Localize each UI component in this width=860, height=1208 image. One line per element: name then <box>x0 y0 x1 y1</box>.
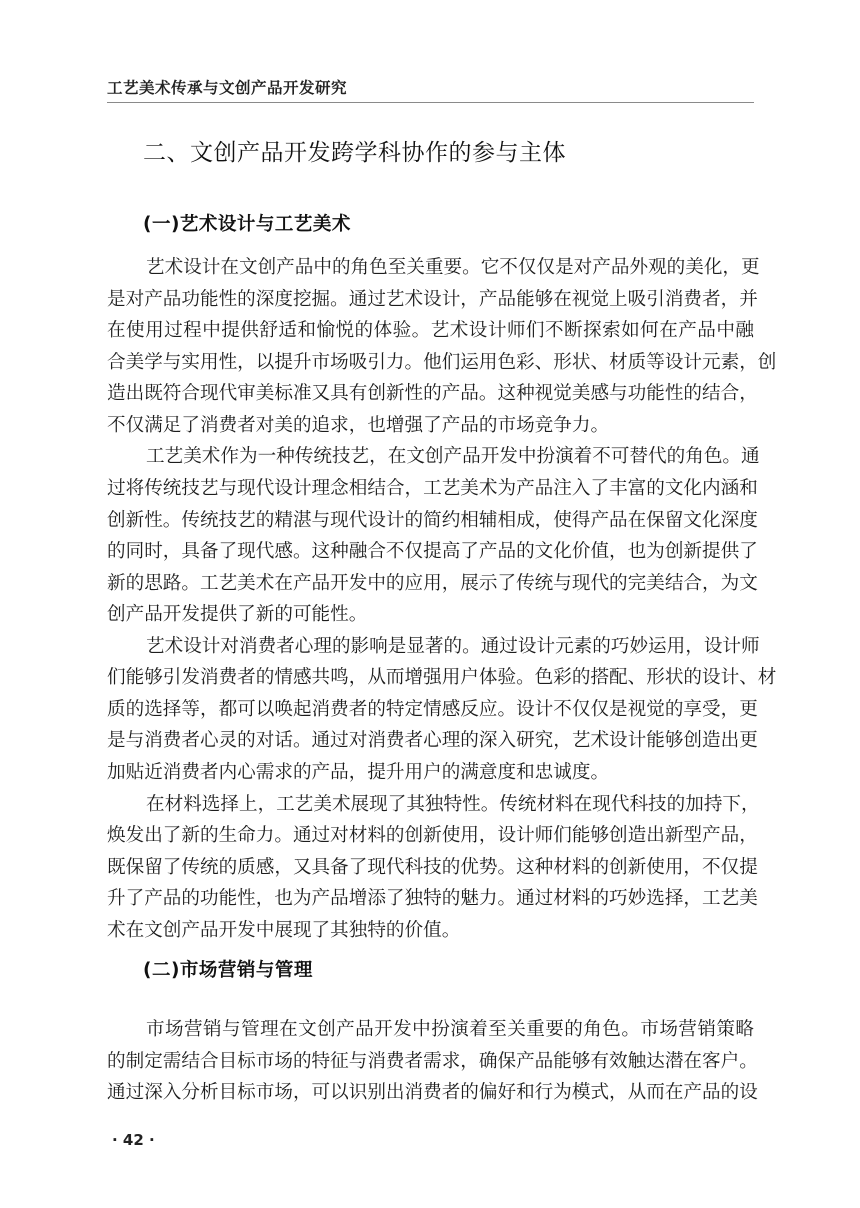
subsection-body <box>107 1014 758 1109</box>
paragraph-line: 艺术设计对消费者心理的影响是显著的。通过设计元素的巧妙运用，设计师 <box>146 635 760 657</box>
paragraph-line: 升了产品的功能性，也为产品增添了独特的魅力。通过材料的巧妙选择，工艺美 <box>107 888 758 910</box>
paragraph-line: 创新性。传统技艺的精湛与现代设计的简约相辅相成，使得产品在保留文化深度 <box>107 509 758 531</box>
paragraph-line: 市场营销与管理在文创产品开发中扮演着至关重要的角色。市场营销策略 <box>146 1019 754 1040</box>
paragraph-line: 的制定需结合目标市场的特征与消费者需求，确保产品能够有效触达潜在客户。 <box>107 1050 758 1072</box>
paragraph-line: 既保留了传统的质感，又具备了现代科技的优势。这种材料的创新使用，不仅提 <box>107 856 758 878</box>
subsection-body <box>107 252 777 946</box>
paragraph-line: 是与消费者心灵的对话。通过对消费者心理的深入研究，艺术设计能够创造出更 <box>107 730 758 752</box>
paragraph <box>107 252 777 441</box>
paragraph-line: 在材料选择上，工艺美术展现了其独特性。传统材料在现代科技的加持下， <box>146 793 760 815</box>
paragraph <box>107 789 760 947</box>
paragraph-line: 创产品开发提供了新的可能性。 <box>107 604 368 626</box>
paragraph <box>107 631 777 789</box>
paragraph-line: 加贴近消费者内心需求的产品，提升用户的满意度和忠诚度。 <box>107 762 610 783</box>
subsection-title: (二)市场营销与管理 <box>143 960 313 981</box>
paragraph-line: 质的选择等，都可以唤起消费者的特定情感反应。设计不仅仅是视觉的享受，更 <box>107 698 758 720</box>
page-number: · 42 · <box>112 1131 155 1149</box>
header-rule <box>107 102 754 103</box>
paragraph-line: 工艺美术作为一种传统技艺，在文创产品开发中扮演着不可替代的角色。通 <box>146 446 760 468</box>
paragraph-line: 在使用过程中提供舒适和愉悦的体验。艺术设计师们不断探索如何在产品中融 <box>107 320 754 342</box>
paragraph-line: 的同时，具备了现代感。这种融合不仅提高了产品的文化价值，也为创新提供了 <box>107 541 758 563</box>
paragraph-line: 术在文创产品开发中展现了其独特的价值。 <box>107 919 461 941</box>
section-title: 二、文创产品开发跨学科协作的参与主体 <box>143 140 566 166</box>
paragraph-line: 艺术设计在文创产品中的角色至关重要。它不仅仅是对产品外观的美化，更 <box>146 257 760 278</box>
subsection-title: (一)艺术设计与工艺美术 <box>143 214 351 235</box>
running-head: 工艺美术传承与文创产品开发研究 <box>107 79 348 97</box>
paragraph-line: 通过深入分析目标市场，可以识别出消费者的偏好和行为模式，从而在产品的设 <box>107 1082 758 1104</box>
paragraph-line: 是对产品功能性的深度挖掘。通过艺术设计，产品能够在视觉上吸引消费者，并 <box>107 288 758 310</box>
paragraph-line: 合美学与实用性，以提升市场吸引力。他们运用色彩、形状、材质等设计元素，创 <box>107 351 777 373</box>
paragraph-line: 新的思路。工艺美术在产品开发中的应用，展示了传统与现代的完美结合，为文 <box>107 572 758 594</box>
paragraph-line: 过将传统技艺与现代设计理念相结合，工艺美术为产品注入了丰富的文化内涵和 <box>107 477 758 499</box>
paragraph-line: 不仅满足了消费者对美的追求，也增强了产品的市场竞争力。 <box>107 414 610 436</box>
paragraph-line: 造出既符合现代审美标准又具有创新性的产品。这种视觉美感与功能性的结合， <box>107 383 758 405</box>
paragraph <box>107 441 760 630</box>
paragraph-line: 焕发出了新的生命力。通过对材料的创新使用，设计师们能够创造出新型产品， <box>107 825 758 847</box>
paragraph <box>107 1014 758 1109</box>
paragraph-line: 们能够引发消费者的情感共鸣，从而增强用户体验。色彩的搭配、形状的设计、材 <box>107 667 777 689</box>
